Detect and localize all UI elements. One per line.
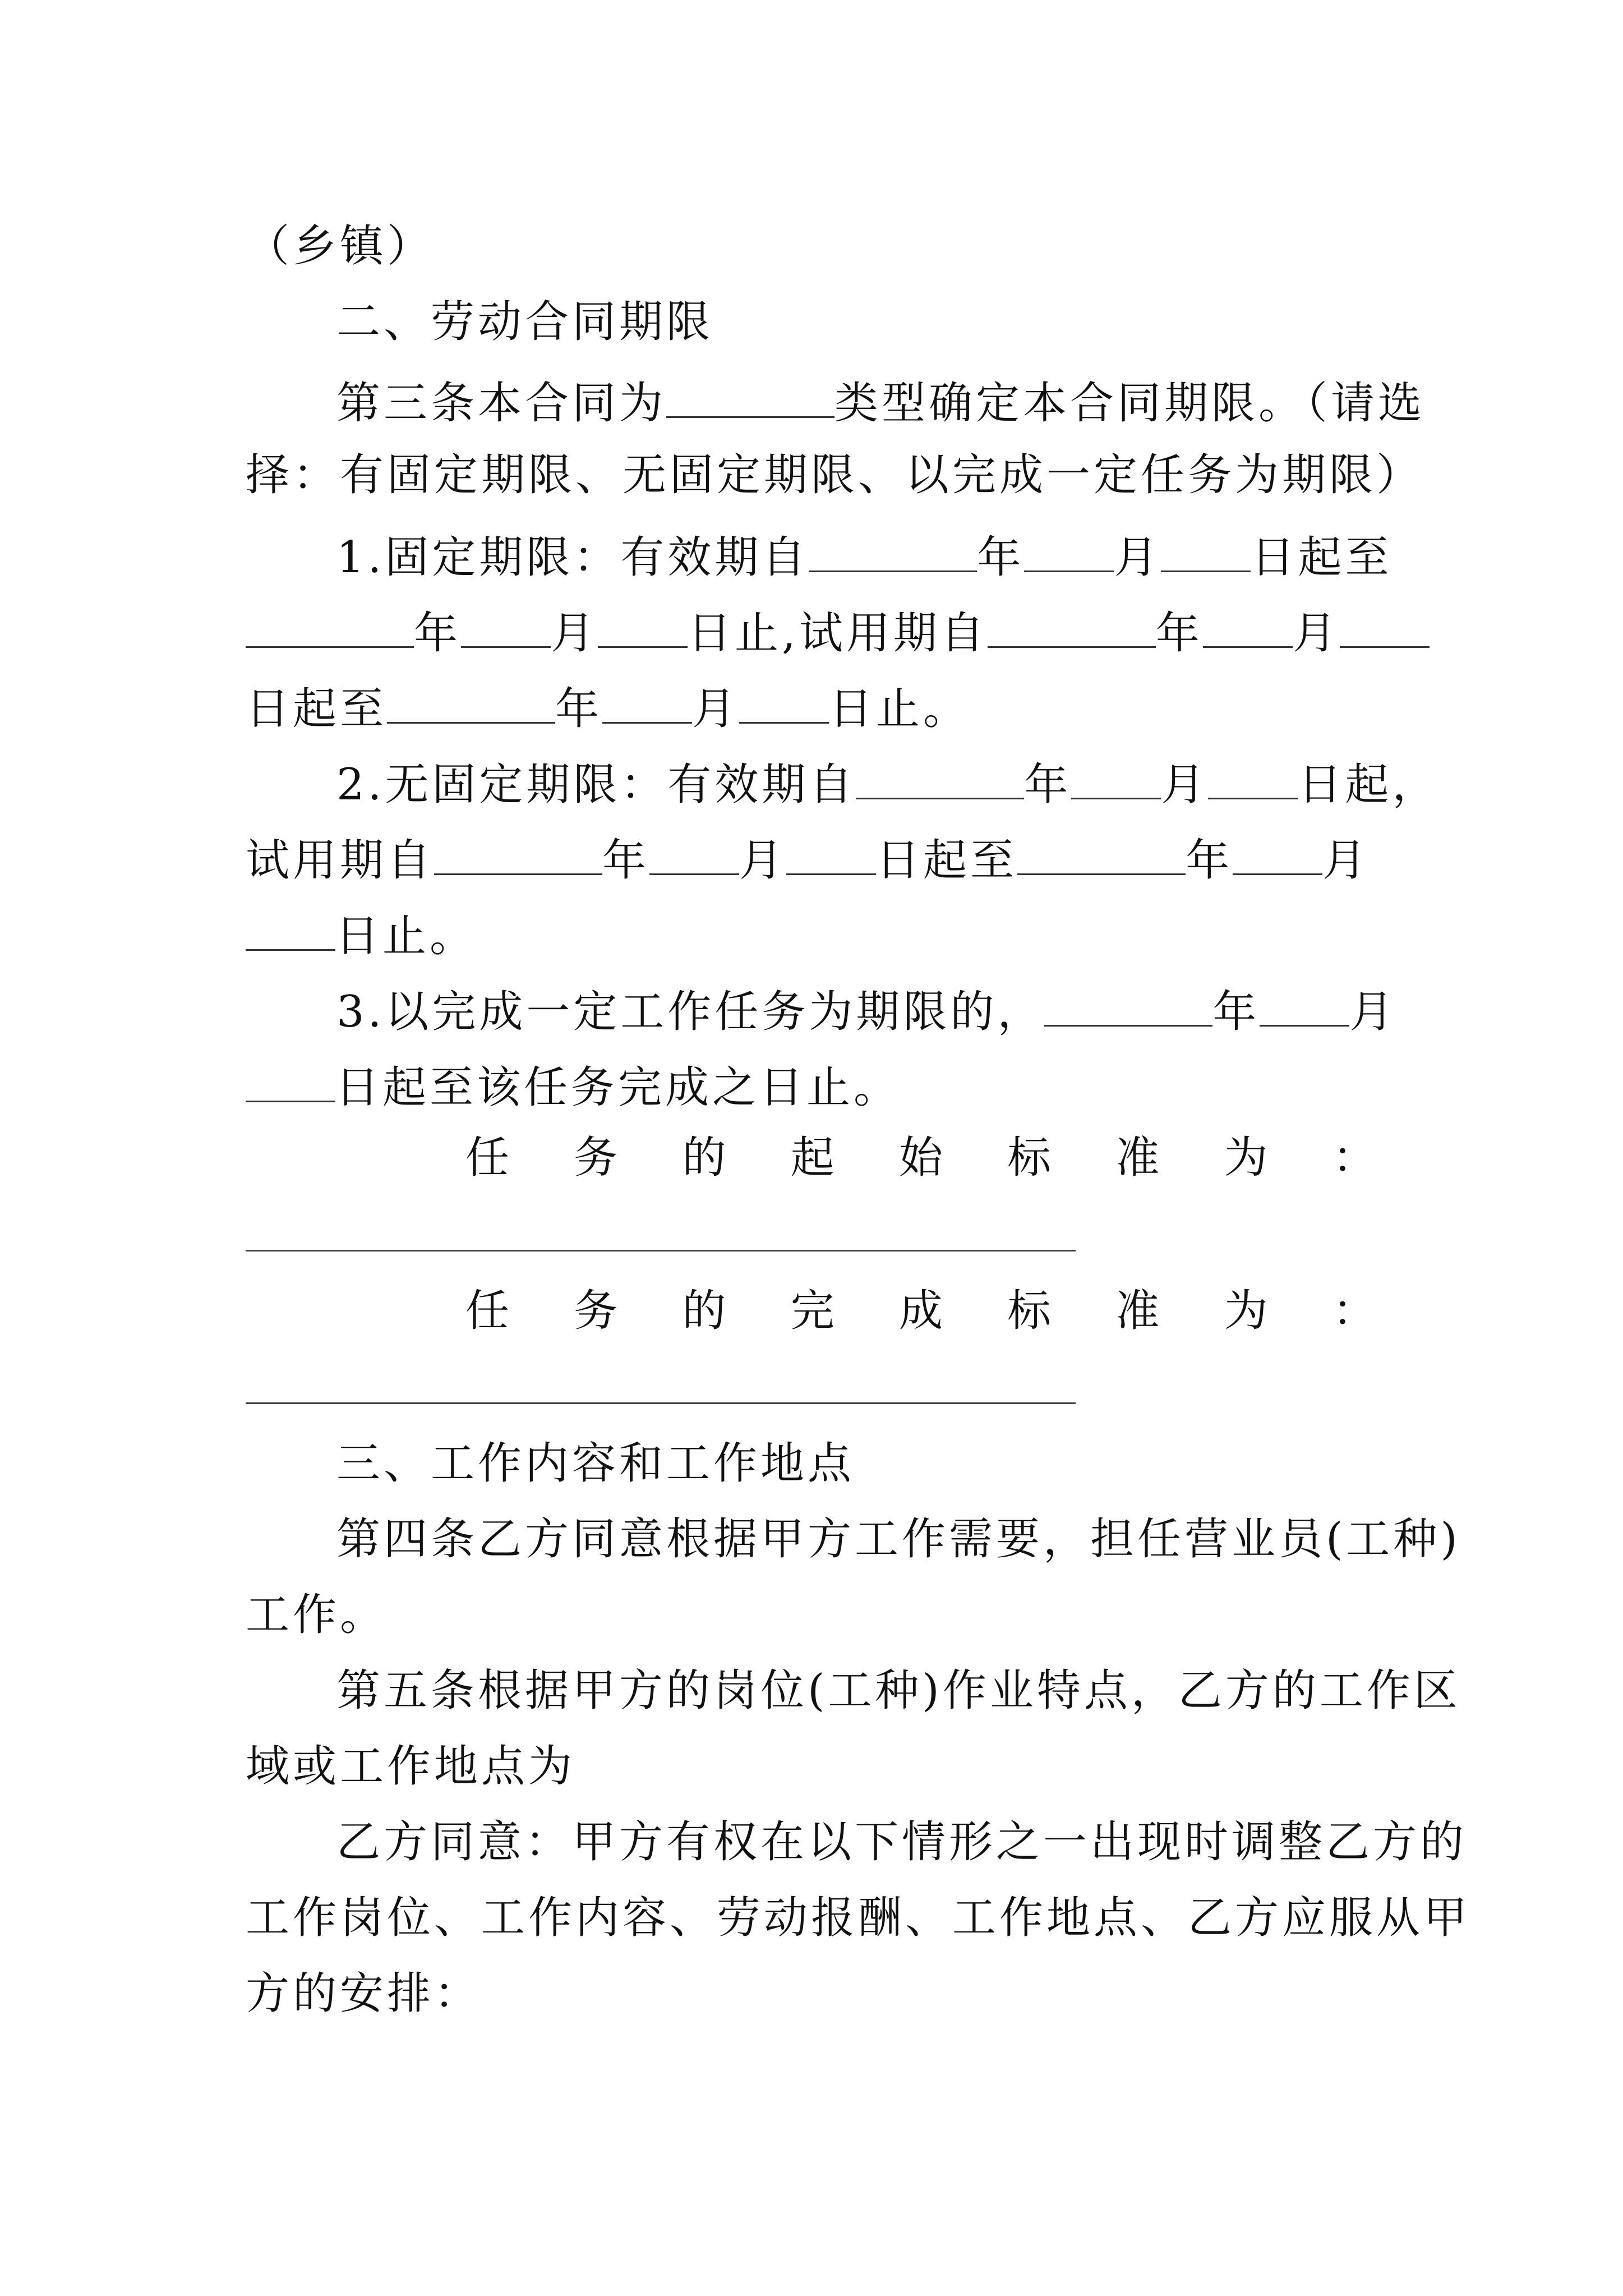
label-char: 准	[1115, 1133, 1163, 1183]
task-term-end-text: 日起至该任务完成之日止。	[335, 1062, 901, 1113]
label-char: 务	[574, 1286, 621, 1336]
open-term-line-2	[246, 833, 1401, 886]
probation-from-label: 试用期自	[246, 835, 435, 886]
adjustment-line-1	[336, 1817, 1492, 1867]
article-3-text-b: 类型确定本合同期限。（请选	[834, 378, 1426, 429]
task-term-line-1	[336, 984, 1492, 1037]
label-char: 标	[1007, 1133, 1055, 1183]
label-char: ：	[1332, 1133, 1380, 1183]
label-char: 始	[898, 1133, 946, 1183]
label-char: 务	[574, 1133, 621, 1183]
label-char: 任	[465, 1286, 513, 1336]
month-label: 月	[1292, 608, 1340, 659]
article-4-text: 第四条乙方同意根据甲方工作需要，担任营业员(工种)	[336, 1514, 1461, 1565]
label-char: 任	[465, 1133, 513, 1183]
year-label: 年	[602, 835, 650, 886]
month-label: 月	[1349, 987, 1397, 1037]
adjustment-text-cont: 工作岗位、工作内容、劳动报酬、工作地点、乙方应服从甲	[246, 1893, 1471, 1943]
task-term-label: 3.以完成一定工作任务为期限的，	[336, 987, 1045, 1037]
task-start-year-blank[interactable]	[1044, 984, 1212, 1027]
day-end-label: 日止。	[335, 911, 477, 961]
fixed-probation-end-year-blank[interactable]	[387, 682, 555, 724]
day-from-to-label: 日起至	[876, 835, 1018, 886]
section-3-heading	[336, 1438, 1492, 1489]
fixed-start-month-blank[interactable]	[1024, 530, 1114, 572]
month-label: 月	[551, 608, 598, 659]
adjustment-line-2	[246, 1893, 1471, 1943]
label-char: 起	[790, 1133, 838, 1183]
adjustment-text-end: 方的安排：	[246, 1968, 482, 2019]
fixed-end-month-blank[interactable]	[461, 606, 551, 648]
year-label: 年	[414, 608, 462, 659]
month-label: 月	[739, 835, 787, 886]
task-completion-criteria-label	[465, 1286, 1380, 1336]
article-5-line-1	[336, 1665, 1492, 1716]
day-from-label: 日起，	[1298, 760, 1440, 810]
fixed-probation-start-month-blank[interactable]	[1203, 606, 1293, 648]
fixed-probation-end-day-blank[interactable]	[739, 682, 829, 724]
township-line	[246, 221, 1401, 272]
fixed-term-line-3	[246, 682, 1401, 734]
open-probation-start-day-blank[interactable]	[786, 833, 876, 875]
task-term-line-2	[246, 1060, 1401, 1113]
label-char: 为	[1224, 1286, 1271, 1336]
article-5-line-2	[246, 1741, 1401, 1792]
open-term-line-3	[246, 909, 1401, 961]
section-3-title: 三、工作内容和工作地点	[336, 1438, 855, 1489]
month-label: 月	[1114, 532, 1161, 583]
fixed-probation-end-month-blank[interactable]	[602, 682, 692, 724]
adjustment-line-3	[246, 1968, 1401, 2019]
section-2-title: 二、劳动合同期限	[336, 297, 714, 347]
contract-type-blank[interactable]	[666, 376, 834, 418]
task-completion-criteria-blank[interactable]	[246, 1402, 1076, 1404]
article-4-line-1	[336, 1514, 1492, 1565]
adjustment-text: 乙方同意：甲方有权在以下情形之一出现时调整乙方的	[336, 1817, 1468, 1867]
section-2-heading	[336, 297, 1492, 347]
label-char: 标	[1007, 1286, 1055, 1336]
task-start-day-blank[interactable]	[246, 1060, 335, 1102]
fixed-term-label: 1.固定期限：有效期自	[336, 532, 809, 583]
year-label: 年	[555, 684, 603, 734]
article-3-options: 择：有固定期限、无固定期限、以完成一定任务为期限）	[246, 450, 1424, 500]
open-term-line-1	[336, 757, 1492, 810]
label-char: ：	[1332, 1286, 1380, 1336]
day-from-to-label: 日起至	[1251, 532, 1393, 583]
fixed-start-day-blank[interactable]	[1161, 530, 1251, 572]
label-char: 完	[790, 1286, 838, 1336]
article-5-text: 第五条根据甲方的岗位(工种)作业特点，乙方的工作区	[336, 1665, 1461, 1716]
open-probation-end-day-blank[interactable]	[246, 909, 335, 951]
label-char: 准	[1115, 1286, 1163, 1336]
township-text: （乡镇）	[246, 221, 435, 272]
fixed-end-year-blank[interactable]	[246, 606, 414, 648]
article-4-text-end: 工作。	[246, 1590, 388, 1640]
task-start-criteria-label	[465, 1133, 1380, 1183]
year-label: 年	[1212, 987, 1260, 1037]
fixed-term-line-2	[246, 606, 1401, 659]
year-label: 年	[1186, 835, 1233, 886]
probation-label: 日止,试用期自	[688, 608, 988, 659]
fixed-start-year-blank[interactable]	[809, 530, 977, 572]
task-start-criteria-blank[interactable]	[246, 1250, 1076, 1251]
open-term-label: 2.无固定期限：有效期自	[336, 760, 856, 810]
article-3-line-1	[336, 376, 1492, 429]
day-from-to-label: 日起至	[246, 684, 388, 734]
year-label: 年	[977, 532, 1025, 583]
label-char: 成	[898, 1286, 946, 1336]
open-probation-end-year-blank[interactable]	[1017, 833, 1186, 875]
month-label: 月	[1161, 760, 1209, 810]
open-probation-start-month-blank[interactable]	[649, 833, 739, 875]
fixed-end-day-blank[interactable]	[598, 606, 688, 648]
open-start-month-blank[interactable]	[1071, 757, 1161, 799]
task-start-month-blank[interactable]	[1260, 984, 1349, 1027]
open-probation-end-month-blank[interactable]	[1233, 833, 1322, 875]
article-3-line-2	[246, 450, 1424, 500]
fixed-probation-start-day-blank[interactable]	[1340, 606, 1430, 648]
label-char: 的	[682, 1286, 730, 1336]
fixed-probation-start-year-blank[interactable]	[988, 606, 1156, 648]
open-probation-start-year-blank[interactable]	[434, 833, 602, 875]
label-char: 为	[1224, 1133, 1271, 1183]
day-end-label: 日止。	[829, 684, 971, 734]
article-4-line-2	[246, 1590, 1401, 1640]
label-char: 的	[682, 1133, 730, 1183]
month-label: 月	[1322, 835, 1370, 886]
article-5-text-end: 域或工作地点为	[246, 1741, 576, 1792]
month-label: 月	[692, 684, 740, 734]
open-start-year-blank[interactable]	[856, 757, 1024, 799]
year-label: 年	[1155, 608, 1203, 659]
year-label: 年	[1024, 760, 1072, 810]
open-start-day-blank[interactable]	[1208, 757, 1298, 799]
article-3-text-a: 第三条本合同为	[336, 378, 667, 429]
fixed-term-line-1	[336, 530, 1492, 583]
